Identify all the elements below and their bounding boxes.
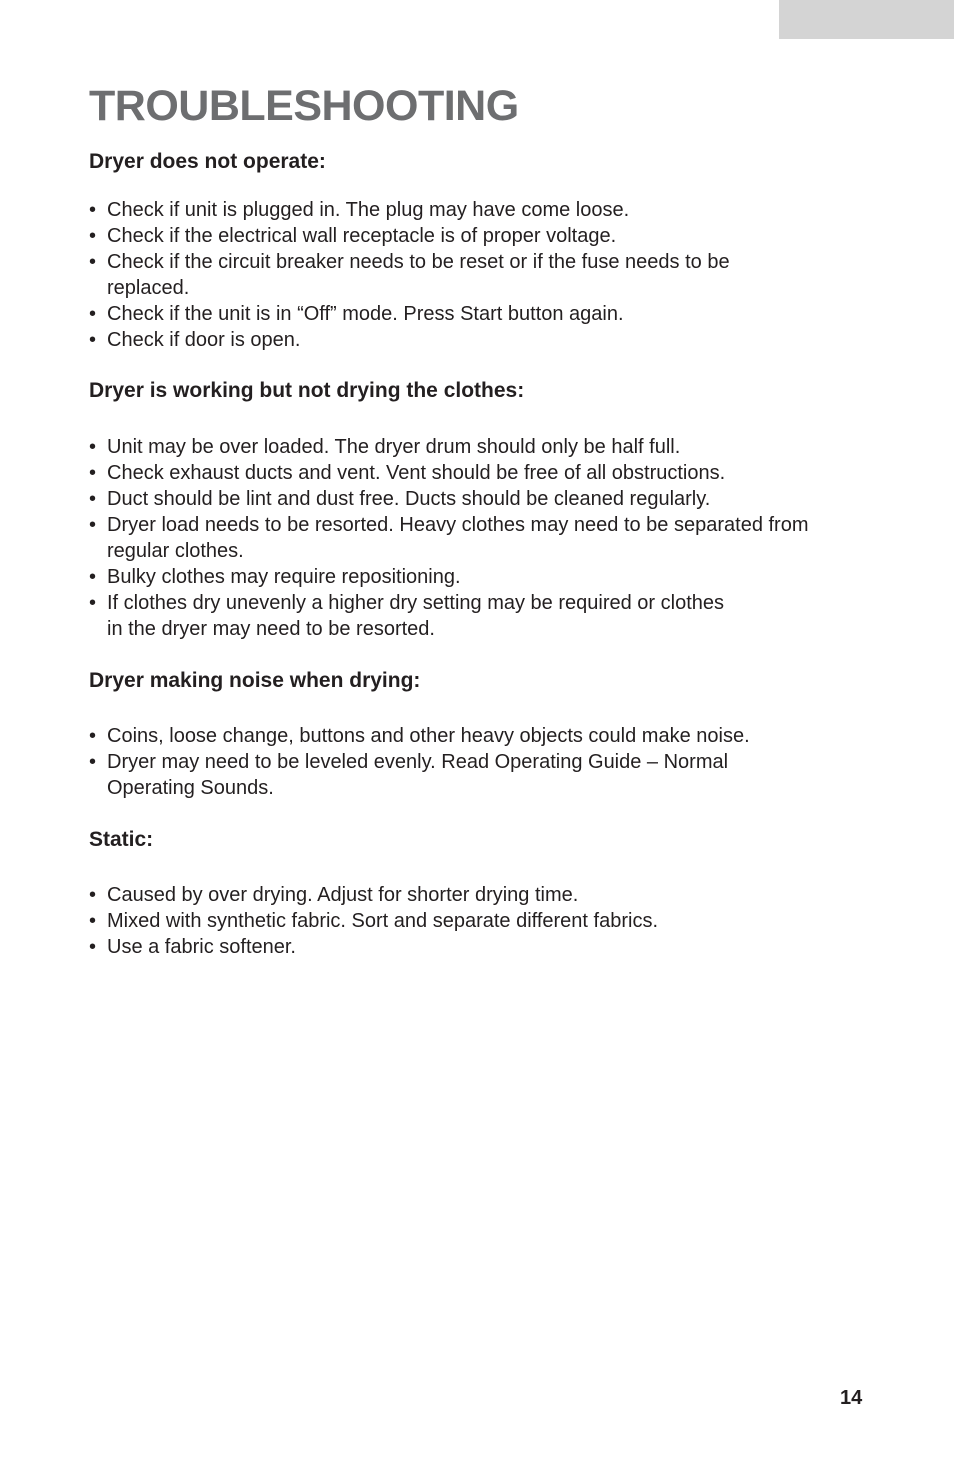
list-item: • Caused by over drying. Adjust for shorter drying time. [89, 882, 849, 908]
bullet-list-not-operate [89, 197, 849, 353]
list-item: • Mixed with synthetic fabric. Sort and separate different fabrics. [89, 908, 849, 934]
bullet-list-noise [89, 723, 849, 801]
list-item: • Check if the unit is in “Off” mode. Press Start button again. [89, 301, 849, 327]
list-item: • Check if the circuit breaker needs to be reset or if the fuse needs to be replaced. [89, 249, 807, 301]
list-item: • Check if door is open. [89, 327, 849, 353]
list-item: • If clothes dry unevenly a higher dry setting may be required or clothes in the dryer may need to be resorted. [89, 590, 725, 642]
list-item: • Use a fabric softener. [89, 934, 849, 960]
list-item: • Dryer load needs to be resorted. Heavy clothes may need to be separated from regular clothes. [89, 512, 847, 564]
list-item: • Check if the electrical wall receptacle is of proper voltage. [89, 223, 849, 249]
bullet-list-static [89, 882, 849, 960]
page-title: TROUBLESHOOTING [89, 82, 519, 130]
bullet-list-not-drying [89, 434, 849, 642]
list-item: • Duct should be lint and dust free. Ducts should be cleaned regularly. [89, 486, 849, 512]
list-item: • Coins, loose change, buttons and other heavy objects could make noise. [89, 723, 849, 749]
section-heading-static: Static: [89, 828, 154, 851]
section-heading-not-drying: Dryer is working but not drying the clothes: [89, 379, 525, 402]
page-number: 14 [840, 1387, 863, 1409]
list-item: • Bulky clothes may require repositioning. [89, 564, 849, 590]
list-item: • Check if unit is plugged in. The plug may have come loose. [89, 197, 849, 223]
list-item: • Unit may be over loaded. The dryer drum should only be half full. [89, 434, 849, 460]
corner-tab [779, 0, 954, 39]
list-item: • Check exhaust ducts and vent. Vent should be free of all obstructions. [89, 460, 849, 486]
list-item: • Dryer may need to be leveled evenly. Read Operating Guide – Normal Operating Sounds. [89, 749, 807, 801]
section-heading-noise: Dryer making noise when drying: [89, 669, 421, 692]
section-heading-not-operate: Dryer does not operate: [89, 150, 326, 173]
